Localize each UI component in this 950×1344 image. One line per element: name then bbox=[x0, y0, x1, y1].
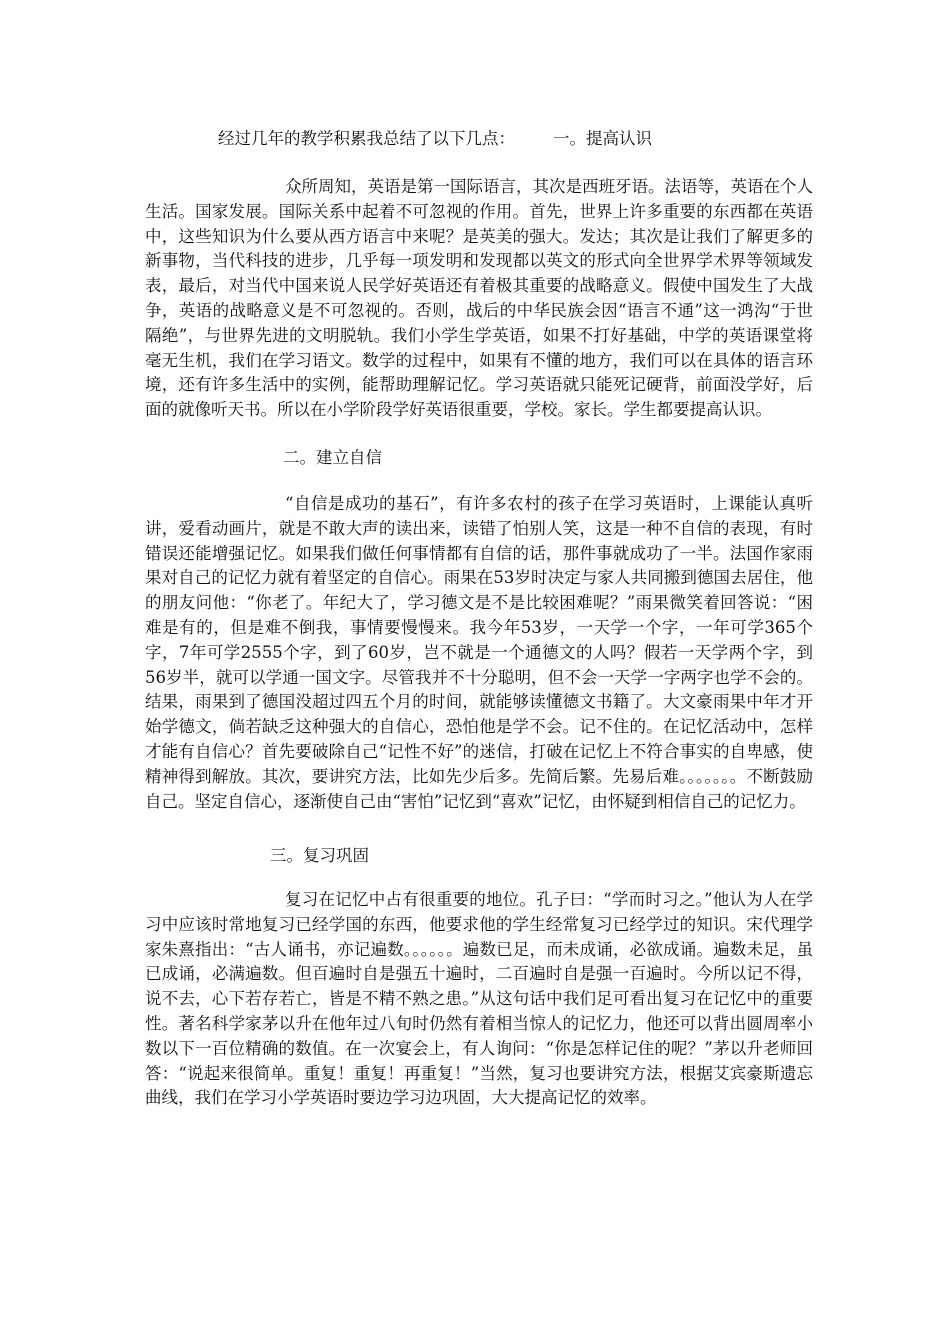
section2-body: “自信是成功的基石”，有许多农村的孩子在学习英语时，上课能认真听讲，爱看动画片，就是不敢大声的读出来，读错了怕别人笑，这是一种不自信的表现，有时错误还能增强记忆。如果我们做任何事情都有自信的话，那件事就成功了一半。法国作家雨果对自己的记忆力就有着坚定的自信心。雨果在53岁时决定与家人共同搬到德国去居住，他的朋友问他：“你老了。年纪大了，学习德文是不是比较困难呢？”雨果微笑着回答说：“困难是有的，但是难不倒我，事情要慢慢来。我今年53岁，一天学一个字，一年可学365个字，7年可学2555个字，到了60岁，岂不就是一个通德文的人吗？假若一天学两个字，到56岁半，就可以学通一国文字。尽管我并不十分聪明，但不会一天学一字两字也学不会的。结果，雨果到了德国没超过四五个月的时间，就能够读懂德文书籍了。大文豪雨果中年才开始学德文，倘若缺乏这种强大的自信心，恐怕他是学不会。记不住的。在记忆活动中，怎样才能有自信心？首先要破除自己“记性不好”的迷信，打破在记忆上不符合事实的自卑感，使精神得到解放。其次，要讲究方法，比如先少后多。先简后繁。先易后难。。。。。。。不断鼓励自己。坚定自信心，逐渐使自己由“害怕”记忆到“喜欢”记忆，由怀疑到相信自己的记忆力。 bbox=[145, 494, 813, 811]
section2-title: 二。建立自信 bbox=[283, 448, 382, 467]
section1-body: 众所周知，英语是第一国际语言，其次是西班牙语。法语等，英语在个人生活。国家发展。国际关系中起着不可忽视的作用。首先，世界上许多重要的东西都在英语中，这些知识为什么要从西方语言中来呢？是英美的强大。发达；其次是让我们了解更多的新事物，当代科技的进步，几乎每一项发明和发现都以英文的形式向全世界学术界等领域发表，最后，对当代中国来说人民学好英语还有着极其重要的战略意义。假使中国发生了大战争，英语的战略意义是不可忽视的。否则，战后的中华民族会因“语言不通”这一鸿沟“于世隔绝”，与世界先进的文明脱轨。我们小学生学英语，如果不打好基础，中学的英语课堂将毫无生机，我们在学习语文。数学的过程中，如果有不懂的地方，我们可以在具体的语言环境，还有许多生活中的实例，能帮助理解记忆。学习英语就只能死记硬背，前面没学好，后面的就像听天书。所以在小学阶段学好英语很重要，学校。家长。学生都要提高认识。 bbox=[145, 177, 813, 420]
section3-title: 三。复习巩固 bbox=[270, 846, 369, 865]
section3-body: 复习在记忆中占有很重要的地位。孔子曰：“学而时习之。”他认为人在学习中应该时常地复习已经学国的东西，他要求他的学生经常复习已经学过的知识。宋代理学家朱熹指出：“古人诵书，亦记遍数。。。。。。遍数已足，而未成诵，必欲成诵。遍数未足，虽已成诵，必满遍数。但百遍时自是强五十遍时，二百遍时自是强一百遍时。今所以记不得，说不去，心下若存若亡，皆是不精不熟之患。”从这句话中我们足可看出复习在记忆中的重要性。著名科学家茅以升在他年过八旬时仍然有着相当惊人的记忆力，他还可以背出圆周率小数以下一百位精确的数值。在一次宴会上，有人询问：“你是怎样记住的呢？”茅以升老师回答：“说起来很简单。重复！重复！再重复！”当然，复习也要讲究方法，根据艾宾豪斯遗忘曲线，我们在学习小学英语时要边学习边巩固，大大提高记忆的效率。 bbox=[145, 890, 813, 1108]
intro-line: 经过几年的教学积累我总结了以下几点： bbox=[218, 129, 515, 148]
section1-title: 一。提高认识 bbox=[553, 129, 652, 148]
